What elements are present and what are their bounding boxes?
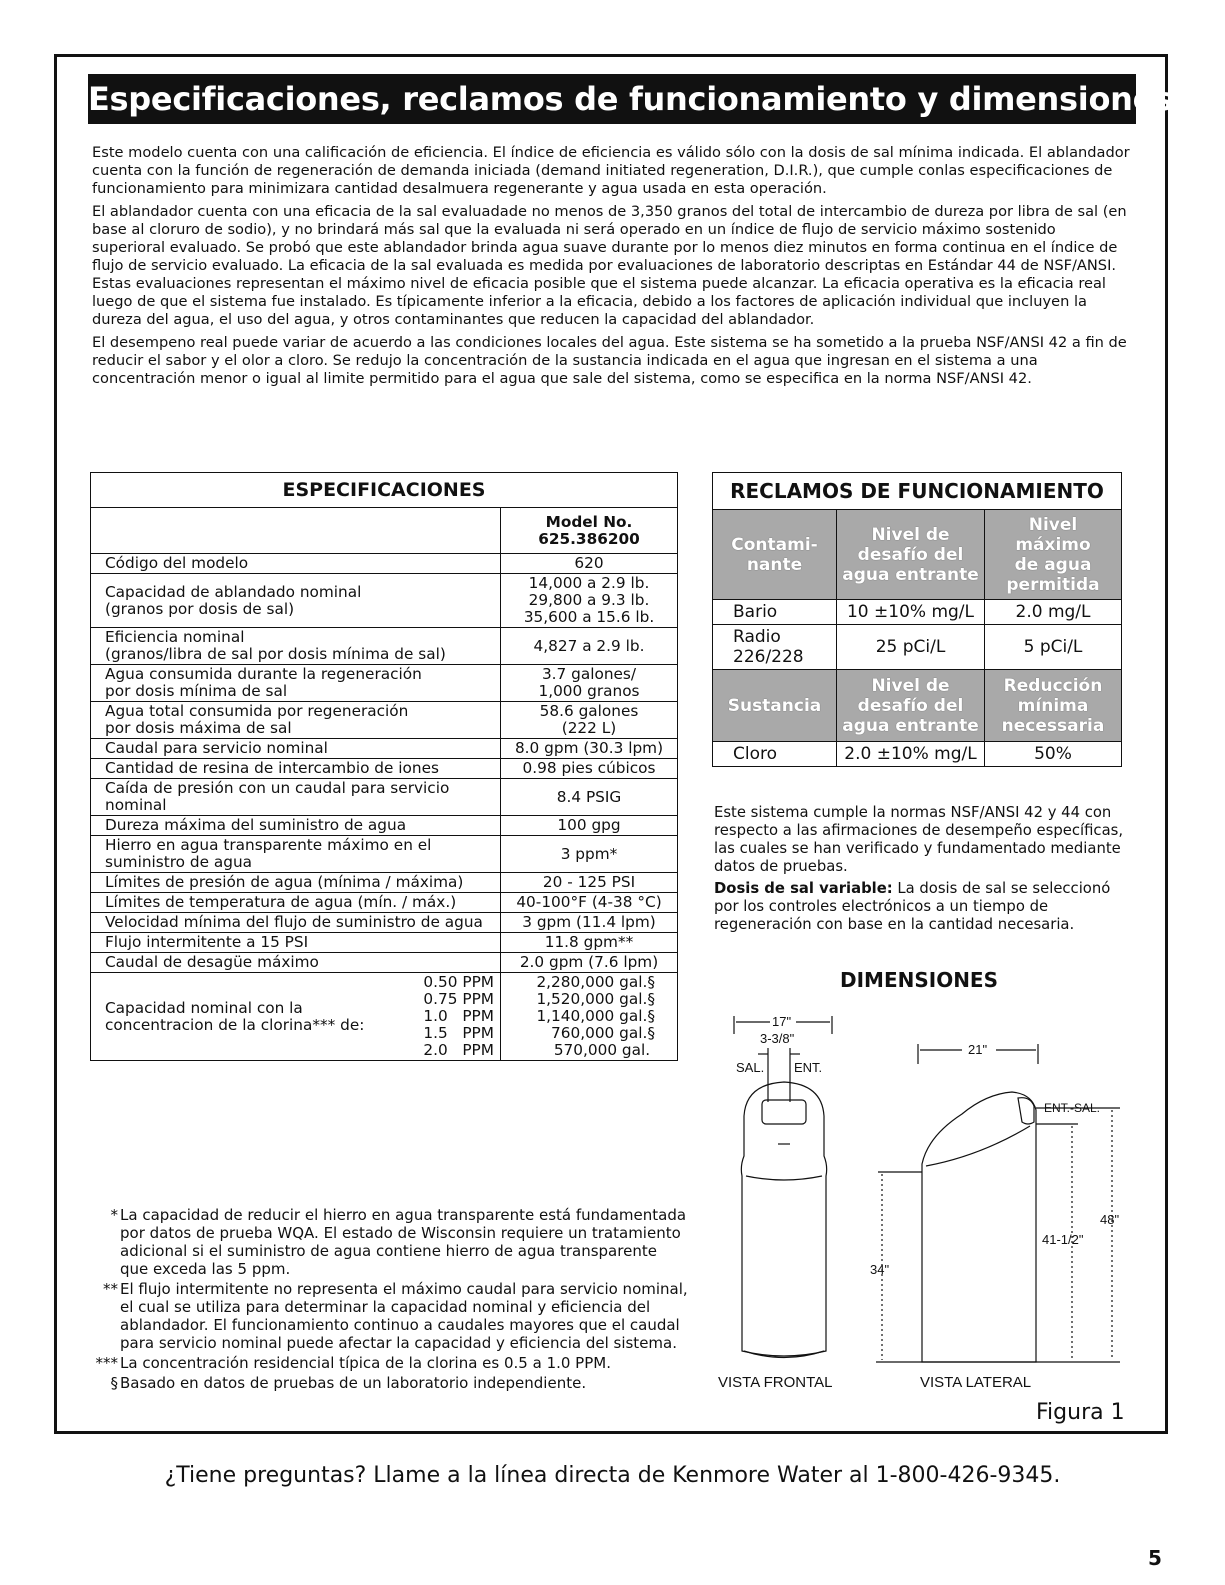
model-number-header: Model No. 625.386200 (501, 508, 678, 554)
specifications-header: ESPECIFICACIONES (91, 473, 678, 508)
port-height-label: 41-1/2" (1042, 1232, 1084, 1247)
claims-header: RECLAMOS DE FUNCIONAMIENTO (713, 473, 1122, 510)
claims-cell: 10 ±10% mg/L (837, 600, 985, 625)
spec-value: 11.8 gpm** (501, 933, 678, 953)
footnote-mark: * (110, 1206, 118, 1224)
spec-row (91, 953, 678, 973)
claims-cell: Cloro (713, 742, 837, 767)
spec-label: Código del modelo (91, 554, 501, 574)
figure-caption: Figura 1 (1036, 1400, 1125, 1425)
spec-label: Flujo intermitente a 15 PSI (91, 933, 501, 953)
spec-value: 620 (501, 554, 678, 574)
claims-head-max-level: Nivel máximo de agua permitida (985, 510, 1122, 600)
dimensions-title: DIMENSIONES (840, 968, 998, 992)
spec-label: Cantidad de resina de intercambio de iones (91, 759, 501, 779)
claims-cell: 50% (985, 742, 1122, 767)
spec-label: Límites de presión de agua (mínima / máxima) (91, 873, 501, 893)
claims-head-substance: Sustancia (713, 670, 837, 742)
spec-value: 3 ppm* (501, 836, 678, 873)
salt-dose-label: Dosis de sal variable: (714, 880, 893, 897)
spec-row (91, 933, 678, 953)
salt-dose-text: La dosis de sal se seleccionó por los controles electrónicos a un tiempo de regeneración con base en la cantidad necesaria. (714, 880, 1111, 933)
spec-footnotes (88, 1206, 688, 1394)
inlet-label: ENT. (794, 1060, 823, 1075)
chlorine-capacity-row (91, 973, 678, 1061)
footnote-text: Basado en datos de pruebas de un laboratorio independiente. (120, 1374, 587, 1392)
claims-compliance-text: Este sistema cumple la normas NSF/ANSI 42 y 44 con respecto a las afirmaciones de desempeño específicas, las cuales se han verificado y fundamentado mediante datos de pruebas. (714, 804, 1124, 875)
chlorine-ppm-list: 0.50 PPM 0.75 PPM 1.0 PPM 1.5 PPM 2.0 PPM (423, 973, 494, 1059)
salt-dose-paragraph (714, 880, 1124, 934)
claims-cell: 2.0 mg/L (985, 600, 1122, 625)
claims-head-contaminant: Contami- nante (713, 510, 837, 600)
spec-row (91, 873, 678, 893)
claims-head-reduction: Reducción mínima necessaria (985, 670, 1122, 742)
spec-row (91, 816, 678, 836)
claims-cell: 2.0 ±10% mg/L (837, 742, 985, 767)
spec-blank-cell (91, 508, 501, 554)
side-view-caption: VISTA LATERAL (920, 1374, 1032, 1391)
footnote (88, 1354, 688, 1372)
spec-value: 20 - 125 PSI (501, 873, 678, 893)
front-view-caption: VISTA FRONTAL (718, 1374, 833, 1391)
spec-value: 100 gpg (501, 816, 678, 836)
spec-value: 3.7 galones/ 1,000 granos (501, 665, 678, 702)
spec-value: 8.0 gpm (30.3 lpm) (501, 739, 678, 759)
spec-value: 3 gpm (11.4 lpm) (501, 913, 678, 933)
spec-row (91, 574, 678, 628)
spec-label: Caudal para servicio nominal (91, 739, 501, 759)
spec-label: Eficiencia nominal (granos/libra de sal por dosis mínima de sal) (91, 628, 501, 665)
side-width-label: 21" (968, 1042, 988, 1057)
chlorine-capacity-values: 2,280,000 gal.§ 1,520,000 gal.§ 1,140,000 gal.§ 760,000 gal.§ 570,000 gal. (501, 973, 678, 1061)
claims-head-challenge: Nivel de desafío del agua entrante (837, 510, 985, 600)
claims-cell: 5 pCi/L (985, 625, 1122, 670)
claims-description (714, 804, 1124, 938)
spec-value: 2.0 gpm (7.6 lpm) (501, 953, 678, 973)
footnote-text: El flujo intermitente no representa el máximo caudal para servicio nominal, el cual se utiliza para determinar la capacidad nominal y eficiencia del ablandador. El funcionamiento continuo a caudales mayores que el caudal para servicio nominal puede afectar la capacidad y eficiencia del sistema. (120, 1280, 688, 1352)
spec-row (91, 836, 678, 873)
spec-label: Capacidad de ablandado nominal (granos por dosis de sal) (91, 574, 501, 628)
spec-value: 14,000 a 2.9 lb. 29,800 a 9.3 lb. 35,600 a 15.6 lb. (501, 574, 678, 628)
chlorine-capacity-label: Capacidad nominal con la concentracion de la clorina*** de: (105, 998, 365, 1034)
spec-label: Hierro en agua transparente máximo en el suministro de agua (91, 836, 501, 873)
outlet-label: SAL. (736, 1060, 765, 1075)
spec-label: Agua consumida durante la regeneración por dosis mínima de sal (91, 665, 501, 702)
footnote-text: La concentración residencial típica de la clorina es 0.5 a 1.0 PPM. (120, 1354, 611, 1372)
spec-value: 40-100°F (4-38 °C) (501, 893, 678, 913)
hotline-footer: ¿Tiene preguntas? Llame a la línea directa de Kenmore Water al 1-800-426-9345. (164, 1463, 1061, 1488)
spec-value: 4,827 a 2.9 lb. (501, 628, 678, 665)
performance-claims-table (712, 472, 1122, 767)
page-title: Especificaciones, reclamos de funcionamiento y dimensiones (88, 74, 1136, 124)
specifications-table (90, 472, 678, 1061)
spec-label: Caída de presión con un caudal para servicio nominal (91, 779, 501, 816)
spec-row (91, 665, 678, 702)
spec-row (91, 893, 678, 913)
footnote-mark: § (110, 1374, 118, 1392)
spec-rows (91, 554, 678, 973)
intro-paragraph: El ablandador cuenta con una eficacia de la sal evaluadade no menos de 3,350 granos del total de intercambio de dureza por libra de sal (en base al cloruro de sodio), y no brindará más sal que la evaluada ni será operado en un índice de flujo de servicio máximo sostenido superioral evaluado. Se probó que este ablandador brinda agua suave durante por lo menos diez minutos en forma continua en el índice de flujo de servicio evaluado. La eficacia de la sal evaluada es medida por evaluaciones de laboratorio descriptas en Estándar 44 de NSF/ANSI. Estas evaluaciones representan el máximo nivel de eficacia posible que el sistema puede alcanzar. La eficacia operativa es la eficacia real luego de que el sistema fue instalado. Es típicamente inferior a la eficacia, debido a los factores de aplicación individual que incluyen la dureza del agua, el uso del agua, y otros contaminantes que reducen la capacidad del ablandador. (92, 203, 1127, 328)
spec-label: Velocidad mínima del flujo de suministro de agua (91, 913, 501, 933)
spec-row (91, 628, 678, 665)
spec-label: Agua total consumida por regeneración por dosis máxima de sal (91, 702, 501, 739)
spec-value: 58.6 galones (222 L) (501, 702, 678, 739)
claims-cell: Radio 226/228 (713, 625, 837, 670)
footnote-mark: ** (103, 1280, 118, 1298)
port-spacing-label: 3-3/8" (760, 1031, 795, 1046)
spec-value: 0.98 pies cúbicos (501, 759, 678, 779)
spec-row (91, 702, 678, 739)
dimensions-diagram (700, 1006, 1130, 1396)
spec-label: Dureza máxima del suministro de agua (91, 816, 501, 836)
inlet-outlet-label: ENT.-SAL. (1044, 1101, 1101, 1115)
claims-cell: 25 pCi/L (837, 625, 985, 670)
spec-row (91, 779, 678, 816)
footnote (88, 1280, 688, 1352)
intro-paragraph: Este modelo cuenta con una calificación de eficiencia. El índice de eficiencia es válido sólo con la dosis de sal mínima indicada. El ablandador cuenta con la función de regeneración de demanda iniciada (demand initiated regeneration, D.I.R.), que cumple conlas especificaciones de funcionamiento para minimizara cantidad desalmuera regenerante y agua usada en esta operación. (92, 144, 1130, 197)
claims-cell: Bario (713, 600, 837, 625)
spec-row (91, 739, 678, 759)
spec-row (91, 759, 678, 779)
lid-height-label: 34" (870, 1262, 890, 1277)
page-number: 5 (1148, 1546, 1162, 1570)
spec-label: Caudal de desagüe máximo (91, 953, 501, 973)
footnote-mark: *** (95, 1354, 118, 1372)
spec-label: Límites de temperatura de agua (mín. / máx.) (91, 893, 501, 913)
total-height-label: 48" (1100, 1212, 1120, 1227)
spec-row (91, 913, 678, 933)
front-width-label: 17" (772, 1014, 792, 1029)
spec-value: 8.4 PSIG (501, 779, 678, 816)
intro-paragraph: El desempeno real puede variar de acuerdo a las condiciones locales del agua. Este sistema se ha sometido a la prueba NSF/ANSI 42 a fin de reducir el sabor y el olor a cloro. Se redujo la concentración de la sustancia indicada en el agua que ingresan en el sistema a una concentración menor o igual al limite permitido para el agua que sale del sistema, como se especifica en la norma NSF/ANSI 42. (92, 334, 1127, 387)
spec-row (91, 554, 678, 574)
footnote (88, 1374, 688, 1392)
footnote-text: La capacidad de reducir el hierro en agua transparente está fundamentada por datos de prueba WQA. El estado de Wisconsin requiere un tratamiento adicional si el suministro de agua contiene hierro de agua transparente que exceda las 5 ppm. (120, 1206, 687, 1278)
claims-head-challenge: Nivel de desafío del agua entrante (837, 670, 985, 742)
footnote (88, 1206, 688, 1278)
intro-text (92, 144, 1132, 393)
